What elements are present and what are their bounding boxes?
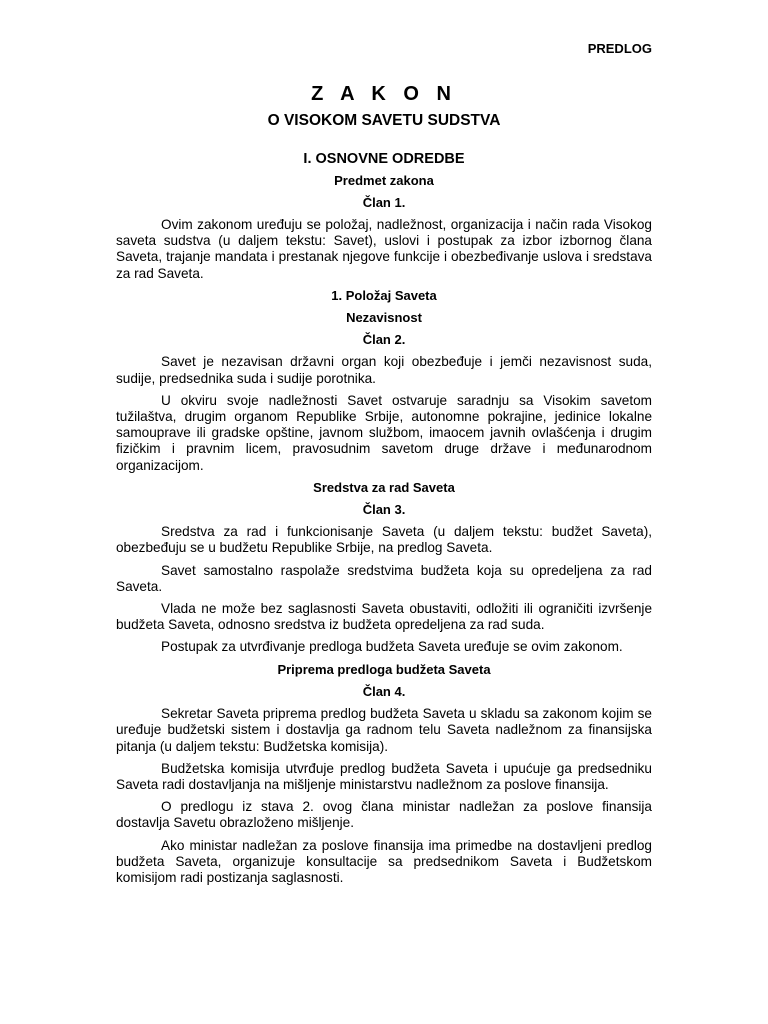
- section-title: I. OSNOVNE ODREDBE: [303, 151, 465, 168]
- paragraph: Savet samostalno raspolaže sredstvima budžeta koja su opredeljena za rad Saveta.: [116, 562, 652, 594]
- paragraph: O predlogu iz stava 2. ovog člana ministar nadležan za poslove finansija dostavlja Savetu obrazloženo mišljenje.: [116, 799, 652, 831]
- paragraph: Savet je nezavisan državni organ koji obezbeđuje i jemči nezavisnost suda, sudije, predsednika suda i sudije porotnika.: [116, 354, 652, 386]
- section-heading: Priprema predloga budžeta Saveta: [277, 661, 491, 677]
- paragraph: U okviru svoje nadležnosti Savet ostvaruje saradnju sa Visokim savetom tužilaštva, drugim organom Republike Srbije, autonomne pokrajine, jedinice lokalne samouprave ili gradske opštine, javnom službom, imaocem javnih ovlašćenja i drugim fizičkim i pravnim licem, pravosudnim savetom druge države i međunarodnom organizacijom.: [116, 392, 652, 473]
- paragraph: Sekretar Saveta priprema predlog budžeta Saveta u skladu sa zakonom kojim se uređuje budžetski sistem i dostavlja ga radnom telu Saveta nadležnom za finansijska pitanja (u daljem tekstu: Budžetska komisija).: [116, 706, 652, 754]
- paragraph: Sredstva za rad i funkcionisanje Saveta (u daljem tekstu: budžet Saveta), obezbeđuju se u budžetu Republike Srbije, na predlog Saveta.: [116, 524, 652, 556]
- paragraph: Ako ministar nadležan za poslove finansija ima primedbe na dostavljeni predlog budžeta Saveta, organizuje konsultacije sa predsednikom Saveta i Budžetskom komisijom radi postizanja saglasnosti.: [116, 837, 652, 885]
- paragraph: Ovim zakonom uređuju se položaj, nadležnost, organizacija i način rada Visokog saveta sudstva (u daljem tekstu: Savet), uslovi i postupak za izbor izbornog člana Saveta, trajanje mandata i prestanak njegove funkcije i obezbeđivanje uslova i sredstava za rad Saveta.: [116, 217, 652, 281]
- document-label: PREDLOG: [587, 41, 652, 56]
- article-number: Član 1.: [362, 194, 406, 210]
- section-heading: 1. Položaj Saveta: [331, 287, 437, 303]
- paragraph: Vlada ne može bez saglasnosti Saveta obustaviti, odložiti ili ograničiti izvršenje budžeta Saveta, odnosno sredstva iz budžeta opredeljena za rad suda.: [116, 601, 652, 633]
- article-number: Član 3.: [362, 502, 406, 518]
- document-subtitle: O VISOKOM SAVETU SUDSTVA: [267, 112, 501, 130]
- article-number: Član 4.: [362, 683, 406, 699]
- paragraph: Postupak za utvrđivanje predloga budžeta Saveta uređuje se ovim zakonom.: [161, 639, 623, 655]
- article-number: Član 2.: [362, 332, 406, 348]
- paragraph: Budžetska komisija utvrđuje predlog budžeta Saveta i upućuje ga predsedniku Saveta radi dostavljanja na mišljenje ministarstvu nadležnom za poslove finansija.: [116, 760, 652, 792]
- section-heading: Predmet zakona: [334, 172, 434, 188]
- document-body: [116, 83, 652, 892]
- document-title: Z A K O N: [311, 83, 457, 105]
- section-heading: Nezavisnost: [346, 310, 422, 326]
- section-heading: Sredstva za rad Saveta: [313, 479, 455, 495]
